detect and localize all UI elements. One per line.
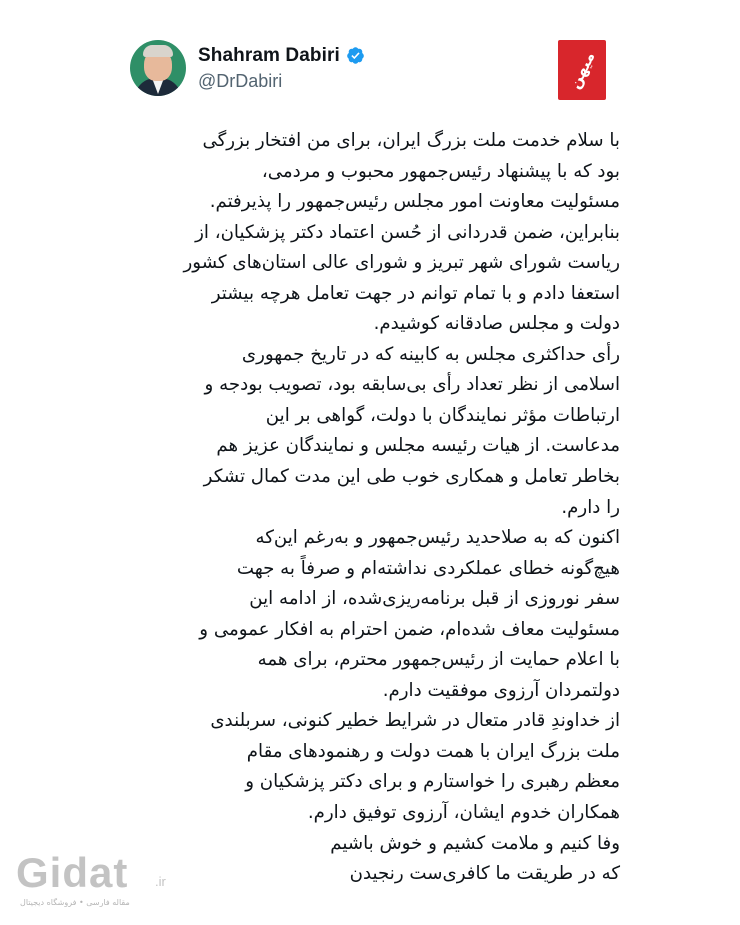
tweet-line: استعفا دادم و با تمام توانم در جهت تعامل هرچه بیشتر: [211, 282, 620, 304]
tweet-line: اسلامی از نظر تعداد رأی بی‌سابقه بود، تصویب بودجه و: [204, 374, 620, 396]
tweet-line: رأی حداکثری مجلس به کابینه که در تاریخ جمهوری: [241, 343, 620, 365]
brand-logo-text: میهن: [564, 48, 599, 92]
watermark-domain: .ir: [155, 874, 166, 889]
tweet-line: بنابراین، ضمن قدردانی از حُسن اعتماد دکتر پزشکیان، از: [195, 221, 620, 243]
tweet-line: بخاطر تعامل و همکاری خوب طی این مدت کمال تشکر: [203, 466, 620, 488]
brand-logo: [558, 40, 606, 100]
watermark-tagline: مقاله فارسی • فروشگاه دیجیتال: [20, 898, 130, 907]
profile-avatar[interactable]: [130, 40, 186, 96]
tweet-line: وفا کنیم و ملامت کشیم و خوش باشیم: [330, 832, 620, 854]
tweet-line: معظم رهبری را خواستارم و برای دکتر پزشکیان و: [245, 771, 620, 793]
name-row: [198, 45, 365, 67]
account-handle[interactable]: @DrDabiri: [198, 70, 283, 91]
tweet-text: [120, 126, 620, 890]
tweet-line: را دارم.: [561, 496, 620, 518]
tweet-line: ریاست شورای شهر تبریز و شورای عالی استان‌های کشور: [183, 252, 620, 274]
watermark: [12, 849, 166, 910]
avatar-hair: [143, 45, 173, 57]
tweet-line: از خداوندِ قادر متعال در شرایط خطیر کنونی، سربلندی: [210, 710, 620, 732]
tweet-line: با اعلام حمایت از رئیس‌جمهور محترم، برای همه: [257, 649, 620, 671]
tweet-line: ملت بزرگ ایران با همت دولت و رهنمودهای مقام: [246, 740, 620, 762]
tweet-line: مدعاست. از هیات رئیسه مجلس و نمایندگان عزیز هم: [216, 435, 620, 457]
watermark-logo: Gidat: [16, 849, 129, 896]
tweet-line: ارتباطات مؤثر نمایندگان با دولت، گواهی بر این: [265, 404, 620, 426]
tweet-line: با سلام خدمت ملت بزرگ ایران، برای من افتخار بزرگی: [202, 130, 620, 151]
tweet-line: دولتمردان آرزوی موفقیت دارم.: [382, 679, 620, 701]
tweet-line: مسئولیت معاونت امور مجلس رئیس‌جمهور را پذیرفتم.: [209, 191, 620, 213]
tweet-line: هیچ‌گونه خطای عملکردی نداشته‌ام و صرفاً به جهت: [236, 557, 620, 579]
tweet-line: دولت و مجلس صادقانه کوشیدم.: [373, 313, 620, 335]
tweet-line: اکنون که به صلاحدید رئیس‌جمهور و به‌رغم این‌که: [255, 527, 620, 549]
display-name[interactable]: Shahram Dabiri: [198, 44, 340, 66]
tweet-line: مسئولیت معاف شده‌ام، ضمن احترام به افکار عمومی و: [199, 618, 620, 640]
tweet-line: که در طریقت ما کافری‌ست رنجیدن: [349, 863, 620, 885]
tweet-line: همکاران خدوم ایشان، آرزوی توفیق دارم.: [307, 802, 620, 824]
verified-badge-icon: [346, 46, 365, 65]
tweet-header: [130, 38, 365, 98]
tweet-line: سفر نوروزی از قبل برنامه‌ریزی‌شده، از ادامه این: [249, 588, 620, 610]
tweet-line: بود که با پیشنهاد رئیس‌جمهور محبوب و مردمی،: [261, 160, 620, 182]
account-identity: [198, 45, 365, 92]
